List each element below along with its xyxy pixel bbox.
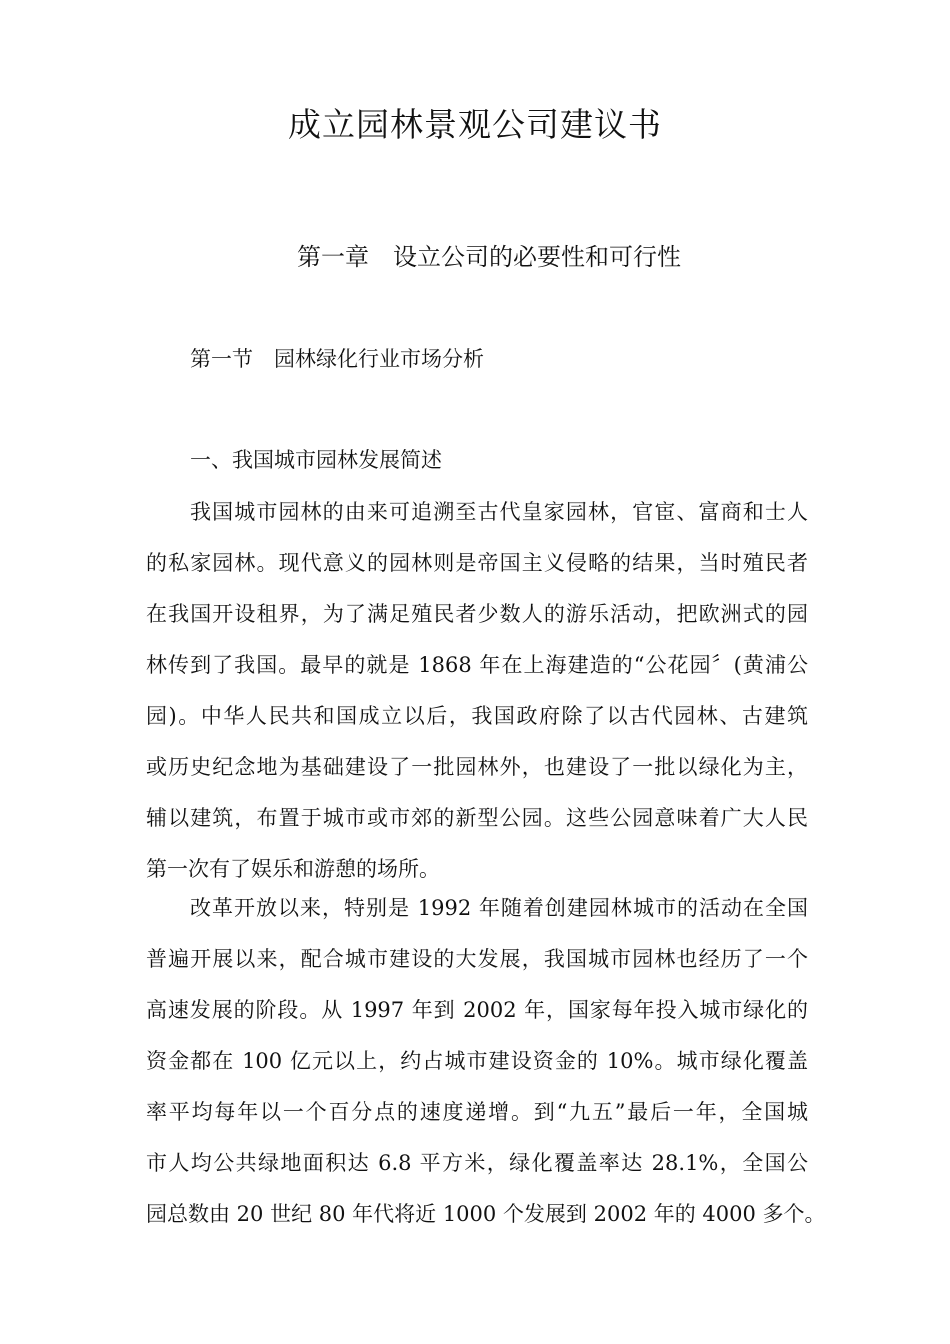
paragraph-line: 资金都在 100 亿元以上，约占城市建设资金的 10%。城市绿化覆盖 xyxy=(146,1049,808,1073)
paragraph-line: 普遍开展以来，配合城市建设的大发展，我国城市园林也经历了一个 xyxy=(146,947,808,971)
paragraph-line: 我国城市园林的由来可追溯至古代皇家园林，官宦、富商和士人 xyxy=(190,500,808,524)
paragraph-line: 园)。中华人民共和国成立以后，我国政府除了以古代园林、古建筑 xyxy=(146,704,808,728)
section-title: 第一节 园林绿化行业市场分析 xyxy=(190,347,484,371)
body-paragraph-1 xyxy=(146,487,808,895)
paragraph-line: 率平均每年以一个百分点的速度递增。到“九五”最后一年，全国城 xyxy=(146,1100,808,1124)
paragraph-line: 市人均公共绿地面积达 6.8 平方米，绿化覆盖率达 28.1%，全国公 xyxy=(146,1151,808,1175)
paragraph-line: 在我国开设租界，为了满足殖民者少数人的游乐活动，把欧洲式的园 xyxy=(146,602,808,626)
paragraph-line: 高速发展的阶段。从 1997 年到 2002 年，国家每年投入城市绿化的 xyxy=(146,998,808,1022)
document-title: 成立园林景观公司建议书 xyxy=(288,105,662,144)
paragraph-line: 第一次有了娱乐和游憩的场所。 xyxy=(146,857,440,881)
body-paragraph-2 xyxy=(146,883,826,1240)
chapter-title: 第一章 设立公司的必要性和可行性 xyxy=(297,243,681,271)
paragraph-line: 园总数由 20 世纪 80 年代将近 1000 个发展到 2002 年的 4000 多个。 xyxy=(146,1202,826,1226)
paragraph-line: 的私家园林。现代意义的园林则是帝国主义侵略的结果，当时殖民者 xyxy=(146,551,808,575)
paragraph-line: 改革开放以来，特别是 1992 年随着创建园林城市的活动在全国 xyxy=(190,896,808,920)
subsection-title: 一、我国城市园林发展简述 xyxy=(190,448,442,472)
paragraph-line: 辅以建筑，布置于城市或市郊的新型公园。这些公园意味着广大人民 xyxy=(146,806,808,830)
paragraph-line: 或历史纪念地为基础建设了一批园林外，也建设了一批以绿化为主， xyxy=(146,755,808,779)
paragraph-line: 林传到了我国。最早的就是 1868 年在上海建造的“公花园〞(黄浦公 xyxy=(146,653,808,677)
